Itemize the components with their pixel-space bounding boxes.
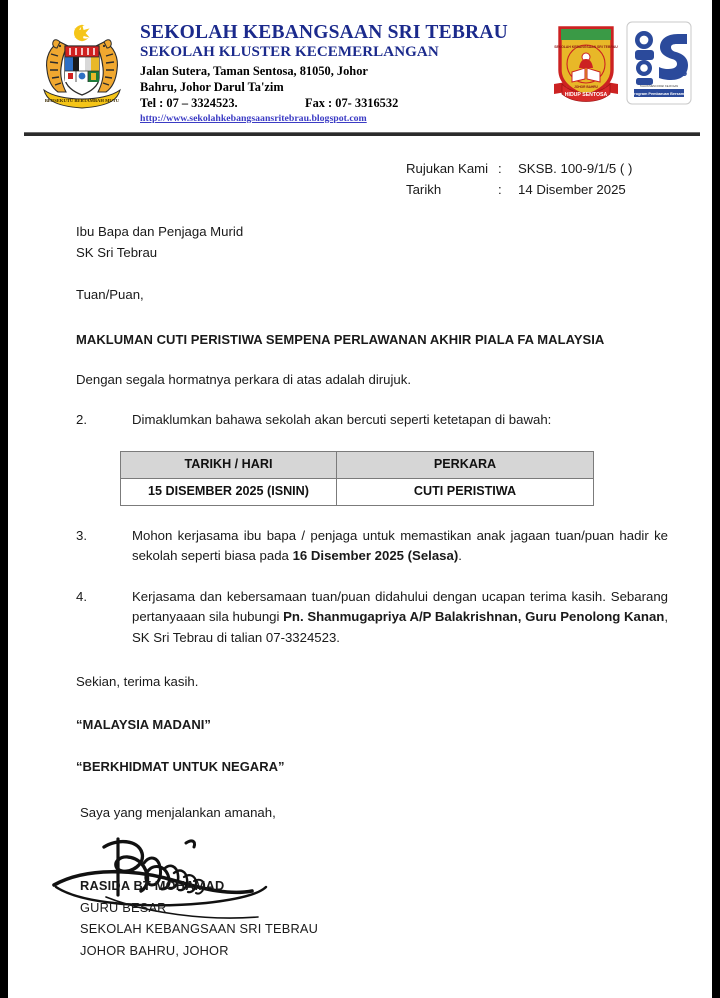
paragraph-3-bold-date: 16 Disember 2025 (Selasa) bbox=[292, 548, 459, 564]
closing-amanah: Saya yang menjalankan amanah, bbox=[80, 804, 276, 820]
paragraph-3-text-a: Mohon kerjasama ibu bapa / penjaga untuk memastikan anak jagaan tuan/puan hadir ke sekolah seperti biasa pada bbox=[132, 527, 668, 564]
reference-block bbox=[76, 158, 668, 201]
svg-text:HIDUP SENTOSA: HIDUP SENTOSA bbox=[564, 92, 608, 98]
contact-row bbox=[140, 96, 552, 112]
malaysia-coat-of-arms-icon bbox=[32, 20, 132, 112]
table-header-tarikh: TARIKH / HARI bbox=[121, 451, 337, 478]
addressee-block bbox=[76, 221, 668, 264]
paragraph-4-text-a: Kerjasama dan kebersamaan tuan/puan didahului dengan ucapan terima kasih. Sebarang pertanyaaan sila hubungi bbox=[132, 588, 668, 625]
slogan-malaysia-madani: “MALAYSIA MADANI” bbox=[76, 716, 211, 732]
svg-text:BERSEKUTU BERTAMBAH MUTU: BERSEKUTU BERTAMBAH MUTU bbox=[44, 98, 120, 103]
signatory-name: RASIDA BT MOHAMAD bbox=[80, 878, 225, 894]
signatory-org: SEKOLAH KEBANGSAAN SRI TEBRAU bbox=[80, 921, 319, 937]
paragraph-4-text bbox=[132, 587, 668, 648]
signatory-title: GURU BESAR bbox=[80, 899, 167, 915]
paragraph-intro: Dengan segala hormatnya perkara di atas adalah dirujuk. bbox=[76, 372, 412, 388]
schedule-table bbox=[120, 451, 594, 506]
anniversary-25-logo-icon bbox=[626, 20, 692, 106]
fax: Fax : 07- 3316532 bbox=[305, 96, 399, 111]
right-logos bbox=[552, 18, 692, 106]
reference-value: SKSB. 100-9/1/5 ( ) bbox=[518, 160, 633, 176]
website-link[interactable]: http://www.sekolahkebangsaansritebrau.blogspot.com bbox=[140, 112, 367, 124]
date-value: 14 Disember 2025 bbox=[518, 182, 626, 198]
svg-text:25: 25 bbox=[676, 68, 688, 79]
paragraph-3-text bbox=[132, 526, 668, 567]
school-crest-icon bbox=[552, 20, 620, 106]
school-name: SEKOLAH KEBANGSAAN SRI TEBRAU bbox=[140, 22, 508, 43]
schedule-table-wrap bbox=[76, 451, 668, 506]
svg-text:TAHUN MENCORAK KEJAYAAN: TAHUN MENCORAK KEJAYAAN bbox=[639, 85, 679, 88]
date-colon: : bbox=[498, 182, 502, 198]
shield-icon bbox=[65, 46, 99, 95]
letterhead-text bbox=[136, 18, 552, 124]
paragraph-4-bold-contact: Pn. Shanmugapriya A/P Balakrishnan, Guru Penolong Kanan bbox=[283, 609, 665, 625]
svg-text:SEKOLAH KEBANGSAAN SRI TEBRAU: SEKOLAH KEBANGSAAN SRI TEBRAU bbox=[554, 45, 618, 49]
paragraph-4-text-b: , SK Sri Tebrau di talian 07-3324523. bbox=[132, 609, 668, 645]
header-divider bbox=[24, 132, 700, 136]
reference-colon: : bbox=[498, 160, 502, 176]
paragraph-4 bbox=[76, 587, 668, 648]
telephone: Tel : 07 – 3324523. bbox=[140, 96, 238, 111]
signatory-details bbox=[80, 875, 318, 961]
letter-body bbox=[8, 158, 712, 958]
reference-row bbox=[406, 158, 668, 179]
paragraph-3-number: 3. bbox=[76, 527, 87, 543]
table-row bbox=[121, 478, 594, 505]
coat-of-arms-container bbox=[28, 18, 136, 112]
date-label: Tarikh bbox=[406, 182, 442, 198]
letterhead bbox=[8, 0, 712, 124]
paragraph-3 bbox=[76, 526, 668, 567]
closing-sekian: Sekian, terima kasih. bbox=[76, 674, 199, 690]
table-header-perkara: PERKARA bbox=[337, 451, 594, 478]
address-line-2: Bahru, Johor Darul Ta'zim bbox=[140, 80, 284, 95]
paragraph-2-text: Dimaklumkan bahawa sekolah akan bercuti seperti ketetapan di bawah: bbox=[132, 412, 552, 428]
school-subtitle: SEKOLAH KLUSTER KECEMERLANGAN bbox=[140, 44, 439, 61]
date-row bbox=[406, 179, 668, 200]
svg-text:JOHOR BAHRU: JOHOR BAHRU bbox=[574, 85, 598, 89]
salutation: Tuan/Puan, bbox=[76, 287, 144, 303]
table-cell-perkara: CUTI PERISTIWA bbox=[337, 478, 594, 505]
svg-text:Program Pembaruan Bersama: Program Pembaruan Bersama bbox=[631, 92, 687, 96]
paragraph-3-text-b: . bbox=[458, 548, 462, 564]
paragraph-2 bbox=[76, 410, 668, 430]
paragraph-4-number: 4. bbox=[76, 588, 87, 604]
signatory-location: JOHOR BAHRU, JOHOR bbox=[80, 942, 229, 958]
table-header-row bbox=[121, 451, 594, 478]
reference-label: Rujukan Kami bbox=[406, 160, 489, 176]
addressee-line-2: SK Sri Tebrau bbox=[76, 245, 158, 261]
subject-line: MAKLUMAN CUTI PERISTIWA SEMPENA PERLAWANAN AKHIR PIALA FA MALAYSIA bbox=[76, 331, 605, 347]
table-cell-tarikh: 15 DISEMBER 2025 (ISNIN) bbox=[121, 478, 337, 505]
signature-block bbox=[76, 833, 668, 958]
address-line-1: Jalan Sutera, Taman Sentosa, 81050, Johor bbox=[140, 64, 368, 79]
slogan-berkhidmat-untuk-negara: “BERKHIDMAT UNTUK NEGARA” bbox=[76, 758, 285, 774]
document-page bbox=[8, 0, 712, 998]
addressee-line-1: Ibu Bapa dan Penjaga Murid bbox=[76, 223, 244, 239]
paragraph-2-number: 2. bbox=[76, 412, 87, 428]
